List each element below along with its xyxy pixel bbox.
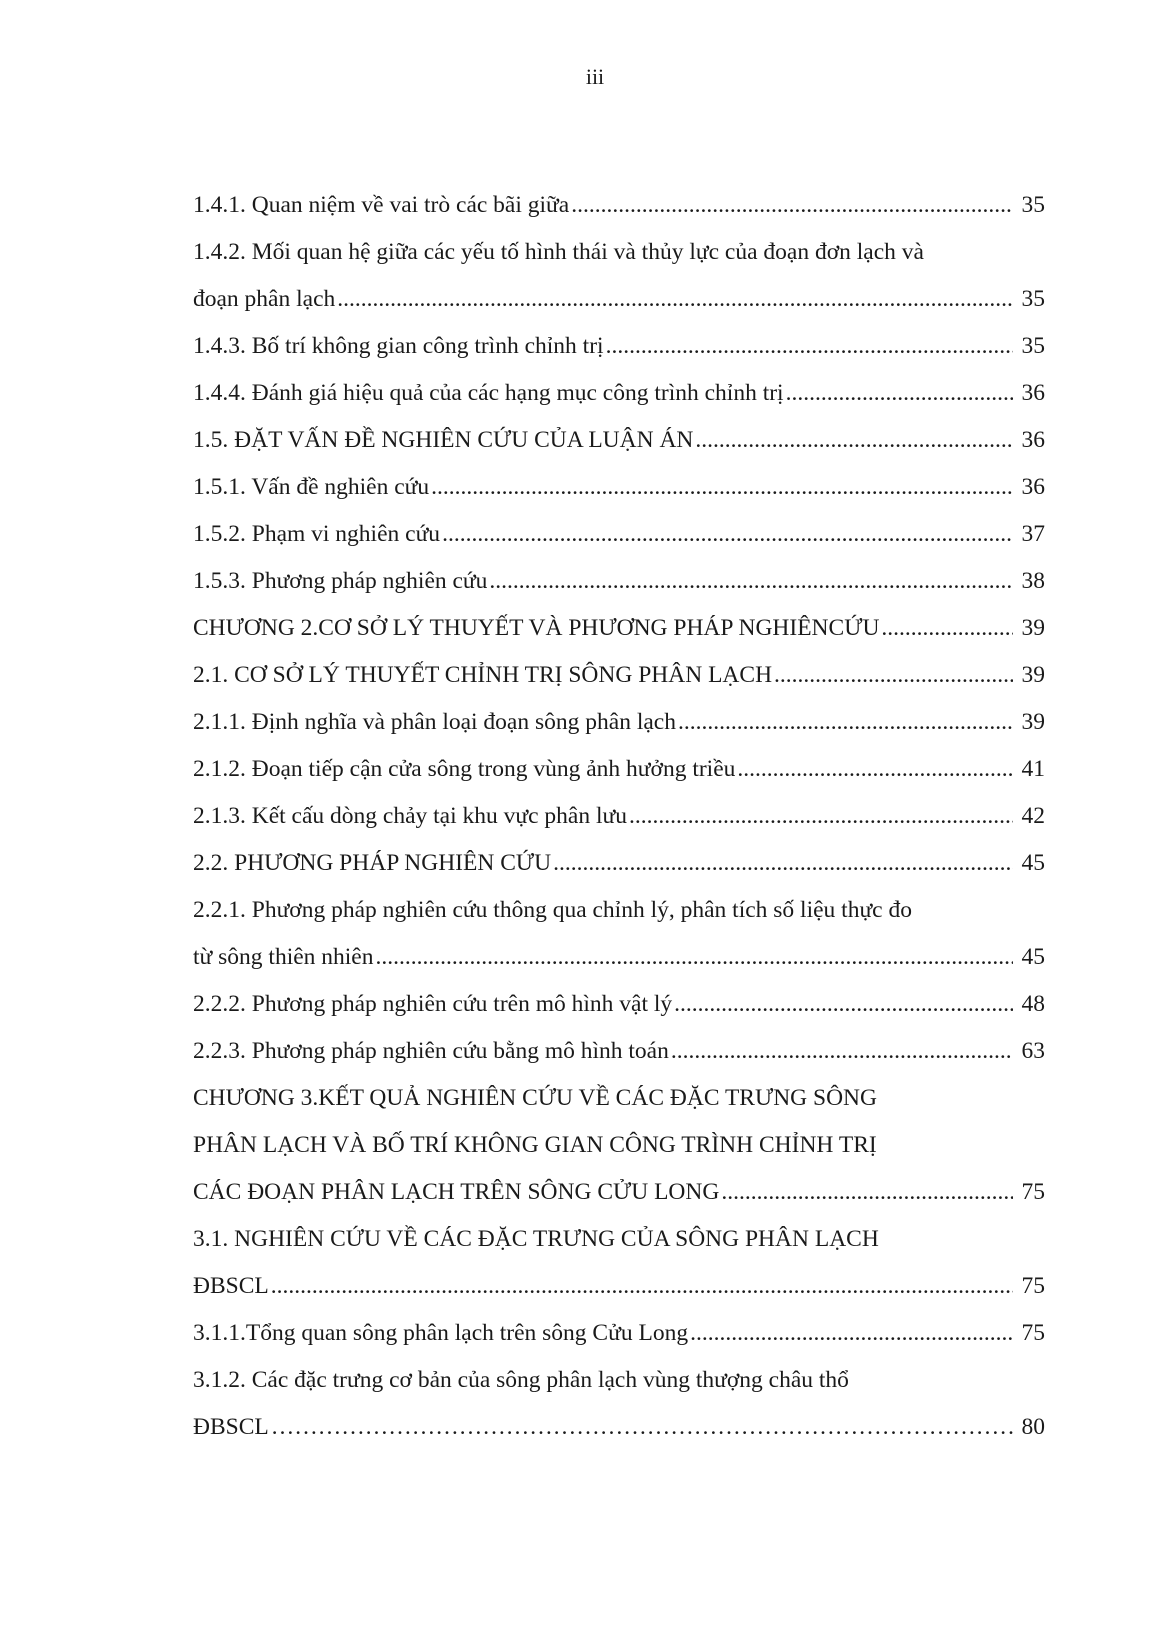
toc-entry-title: CHƯƠNG 2.CƠ SỞ LÝ THUYẾT VÀ PHƯƠNG PHÁP NGHIÊNCỨU bbox=[193, 615, 880, 641]
toc-entry-title: 1.5.3. Phương pháp nghiên cứu bbox=[193, 568, 488, 594]
toc-entry[interactable] bbox=[193, 1028, 1045, 1075]
toc-entry-title: 2.2.2. Phương pháp nghiên cứu trên mô hình vật lý bbox=[193, 991, 673, 1017]
toc-leader-dots bbox=[375, 934, 1013, 981]
toc-leader-dots bbox=[671, 1028, 1013, 1075]
toc-leader-dots bbox=[695, 417, 1013, 464]
toc-entry-title: CÁC ĐOẠN PHÂN LẠCH TRÊN SÔNG CỬU LONG bbox=[193, 1179, 720, 1205]
toc-entry-title: đoạn phân lạch bbox=[193, 286, 336, 312]
toc-leader-dots bbox=[774, 652, 1013, 699]
toc-entry-continued-line[interactable]: 2.2.1. Phương pháp nghiên cứu thông qua chỉnh lý, phân tích số liệu thực đo bbox=[193, 897, 912, 923]
toc-entry[interactable] bbox=[193, 934, 1045, 981]
toc-leader-dots bbox=[881, 605, 1013, 652]
toc-entry[interactable] bbox=[193, 276, 1045, 323]
toc-entry-title: 1.4.3. Bố trí không gian công trình chỉnh trị bbox=[193, 333, 604, 359]
toc-entry[interactable] bbox=[193, 746, 1045, 793]
toc-entry-title: 2.1.2. Đoạn tiếp cận cửa sông trong vùng ảnh hưởng triều bbox=[193, 756, 736, 782]
toc-entry-page: 39 bbox=[1021, 709, 1045, 735]
toc-entry[interactable] bbox=[193, 652, 1045, 699]
toc-entry-page: 39 bbox=[1021, 662, 1045, 688]
toc-leader-dots bbox=[678, 699, 1013, 746]
toc-entry[interactable] bbox=[193, 464, 1045, 511]
toc-entry-page: 36 bbox=[1021, 427, 1045, 453]
toc-entry[interactable] bbox=[193, 1263, 1045, 1310]
toc-entry-page: 80 bbox=[1021, 1414, 1045, 1440]
toc-leader-dots bbox=[489, 558, 1013, 605]
toc-leader-dots bbox=[442, 511, 1013, 558]
toc-leader-dots bbox=[271, 1404, 1013, 1451]
toc-entry-title: 2.1. CƠ SỞ LÝ THUYẾT CHỈNH TRỊ SÔNG PHÂN LẠCH bbox=[193, 662, 773, 688]
toc-entry-continued-line[interactable]: 3.1.2. Các đặc trưng cơ bản của sông phân lạch vùng thượng châu thổ bbox=[193, 1367, 849, 1393]
toc-entry[interactable] bbox=[193, 558, 1045, 605]
toc-entry[interactable] bbox=[193, 793, 1045, 840]
toc-leader-dots bbox=[629, 793, 1013, 840]
toc-entry[interactable] bbox=[193, 323, 1045, 370]
toc-entry[interactable] bbox=[193, 511, 1045, 558]
toc-entry[interactable] bbox=[193, 605, 1045, 652]
toc-entry-title: 2.1.3. Kết cấu dòng chảy tại khu vực phân lưu bbox=[193, 803, 628, 829]
toc-entry-page: 45 bbox=[1021, 850, 1045, 876]
toc-leader-dots bbox=[786, 370, 1013, 417]
toc-entry[interactable] bbox=[193, 370, 1045, 417]
toc-entry[interactable] bbox=[193, 1169, 1045, 1216]
toc-entry-page: 35 bbox=[1021, 333, 1045, 359]
toc-entry-page: 45 bbox=[1021, 944, 1045, 970]
toc-entry-page: 35 bbox=[1021, 286, 1045, 312]
toc-leader-dots bbox=[553, 840, 1013, 887]
toc-entry-page: 39 bbox=[1021, 615, 1045, 641]
toc-entry-page: 75 bbox=[1021, 1273, 1045, 1299]
toc-entry-title: 2.1.1. Định nghĩa và phân loại đoạn sông phân lạch bbox=[193, 709, 676, 735]
toc-leader-dots bbox=[337, 276, 1013, 323]
toc-entry-page: 63 bbox=[1021, 1038, 1045, 1064]
toc-entry-continued-line[interactable]: CHƯƠNG 3.KẾT QUẢ NGHIÊN CỨU VỀ CÁC ĐẶC TRƯNG SÔNG bbox=[193, 1085, 878, 1111]
toc-entry-page: 42 bbox=[1021, 803, 1045, 829]
toc-entry-page: 35 bbox=[1021, 192, 1045, 218]
toc-entry-page: 41 bbox=[1021, 756, 1045, 782]
toc-entry-title: 2.2.3. Phương pháp nghiên cứu bằng mô hình toán bbox=[193, 1038, 669, 1064]
toc-entry-continued-line[interactable]: 1.4.2. Mối quan hệ giữa các yếu tố hình thái và thủy lực của đoạn đơn lạch và bbox=[193, 239, 924, 265]
toc-entry[interactable] bbox=[193, 417, 1045, 464]
toc-entry-continued-line[interactable]: 3.1. NGHIÊN CỨU VỀ CÁC ĐẶC TRƯNG CỦA SÔNG PHÂN LẠCH bbox=[193, 1226, 879, 1252]
toc-entry[interactable] bbox=[193, 1404, 1045, 1451]
table-of-contents bbox=[193, 182, 1045, 1451]
toc-leader-dots bbox=[431, 464, 1013, 511]
toc-entry-title: 2.2. PHƯƠNG PHÁP NGHIÊN CỨU bbox=[193, 850, 552, 876]
toc-leader-dots bbox=[737, 746, 1013, 793]
toc-entry-page: 48 bbox=[1021, 991, 1045, 1017]
toc-entry[interactable] bbox=[193, 182, 1045, 229]
toc-entry-page: 38 bbox=[1021, 568, 1045, 594]
toc-entry-title: từ sông thiên nhiên bbox=[193, 944, 374, 970]
toc-entry-page: 75 bbox=[1021, 1320, 1045, 1346]
toc-entry-title: ĐBSCL bbox=[193, 1414, 269, 1440]
toc-entry-page: 36 bbox=[1021, 380, 1045, 406]
toc-leader-dots bbox=[271, 1263, 1013, 1310]
toc-entry-page: 36 bbox=[1021, 474, 1045, 500]
toc-entry-title: 1.4.4. Đánh giá hiệu quả của các hạng mục công trình chỉnh trị bbox=[193, 380, 784, 406]
toc-entry-title: 3.1.1.Tổng quan sông phân lạch trên sông Cửu Long bbox=[193, 1320, 689, 1346]
toc-entry[interactable] bbox=[193, 981, 1045, 1028]
toc-entry-page: 37 bbox=[1021, 521, 1045, 547]
toc-entry-title: 1.5.1. Vấn đề nghiên cứu bbox=[193, 474, 430, 500]
toc-entry-title: ĐBSCL bbox=[193, 1273, 269, 1299]
toc-entry-title: 1.5.2. Phạm vi nghiên cứu bbox=[193, 521, 441, 547]
toc-entry[interactable] bbox=[193, 699, 1045, 746]
toc-leader-dots bbox=[674, 981, 1013, 1028]
toc-leader-dots bbox=[571, 182, 1013, 229]
toc-entry-continued-line[interactable]: PHÂN LẠCH VÀ BỐ TRÍ KHÔNG GIAN CÔNG TRÌNH CHỈNH TRỊ bbox=[193, 1132, 877, 1158]
toc-leader-dots bbox=[721, 1169, 1013, 1216]
toc-leader-dots bbox=[690, 1310, 1013, 1357]
toc-entry-page: 75 bbox=[1021, 1179, 1045, 1205]
toc-entry-title: 1.5. ĐẶT VẤN ĐỀ NGHIÊN CỨU CỦA LUẬN ÁN bbox=[193, 427, 694, 453]
toc-entry-title: 1.4.1. Quan niệm về vai trò các bãi giữa bbox=[193, 192, 570, 218]
toc-entry[interactable] bbox=[193, 1310, 1045, 1357]
toc-leader-dots bbox=[606, 323, 1013, 370]
toc-entry[interactable] bbox=[193, 840, 1045, 887]
page-number: iii bbox=[585, 64, 605, 89]
